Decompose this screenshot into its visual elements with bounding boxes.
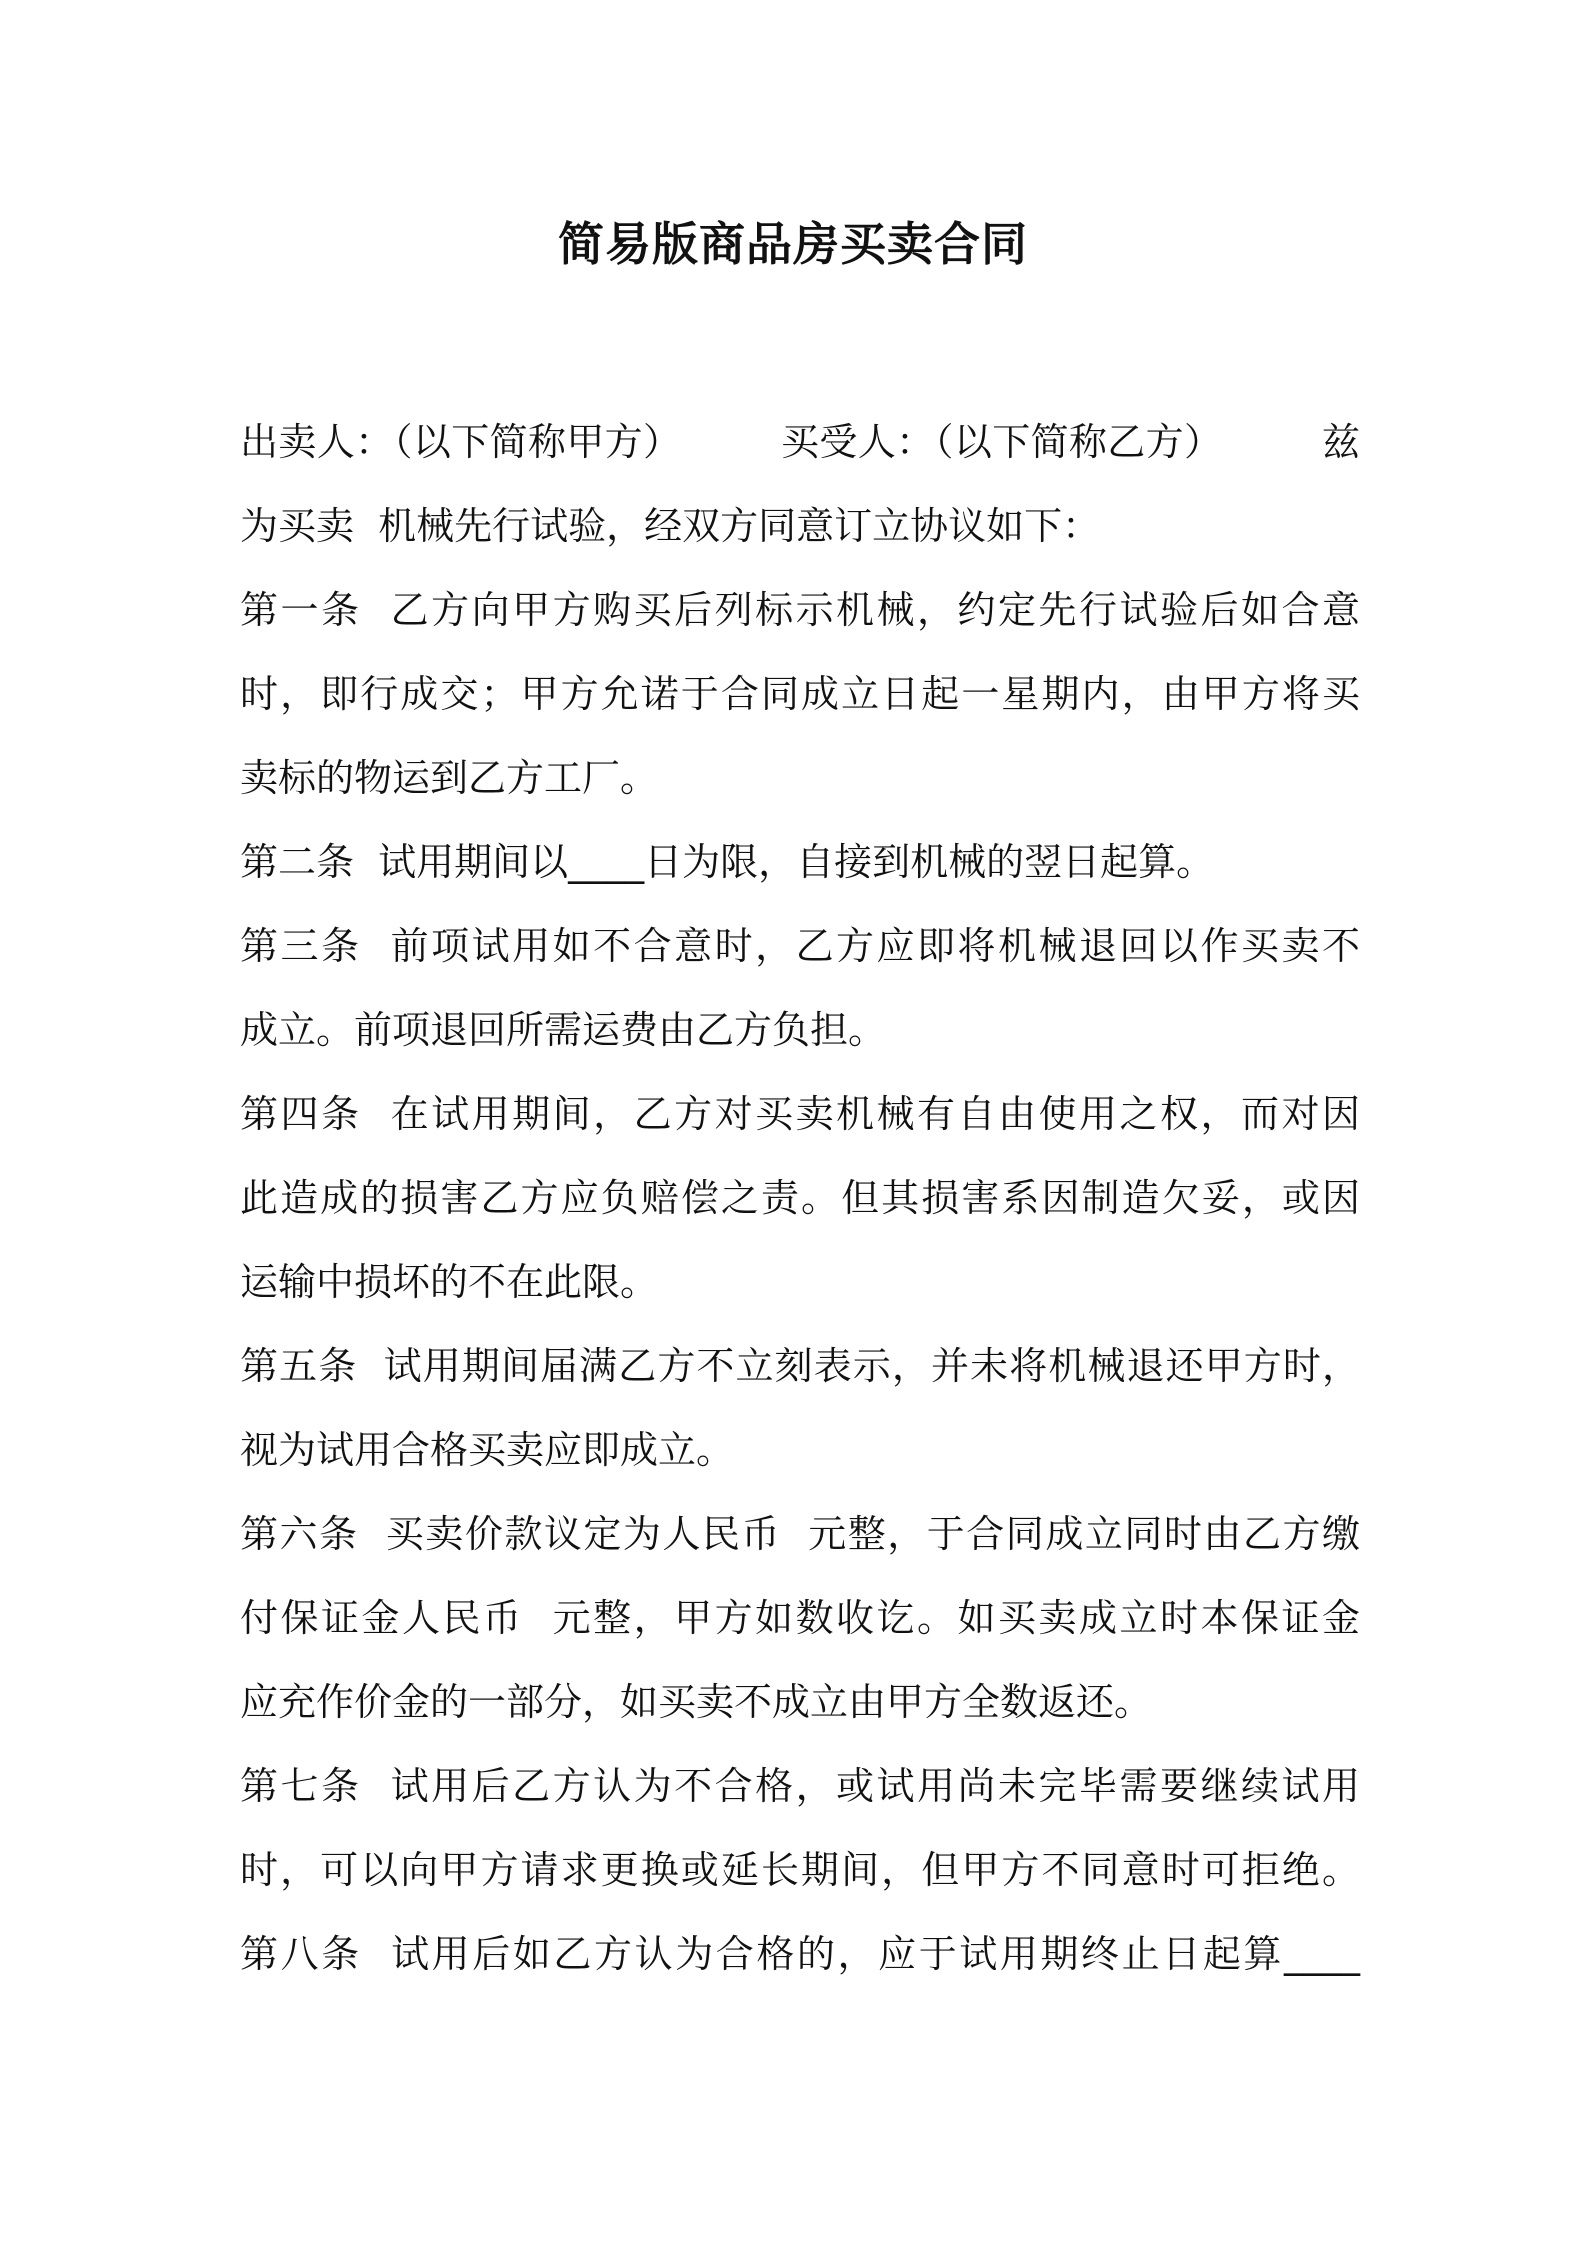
text-line: 第四条 在试用期间，乙方对买卖机械有自由使用之权，而对因 [240, 1092, 1360, 1136]
text-line: 第八条 试用后如乙方认为合格的，应于试用期终止日起算____ [240, 1932, 1360, 1976]
text-line: 出卖人：（以下简称甲方） 买受人：（以下简称乙方） 兹 [240, 420, 1360, 464]
text-line: 成立。前项退回所需运费由乙方负担。 [240, 1008, 887, 1052]
text-line: 第五条 试用期间届满乙方不立刻表示，并未将机械退还甲方时， [240, 1344, 1360, 1388]
text-line: 运输中损坏的不在此限。 [240, 1260, 659, 1304]
text-line: 第六条 买卖价款议定为人民币 元整，于合同成立同时由乙方缴 [240, 1512, 1360, 1556]
text-line: 第七条 试用后乙方认为不合格，或试用尚未完毕需要继续试用 [240, 1764, 1360, 1808]
text-line: 为买卖 机械先行试验，经双方同意订立协议如下： [240, 504, 1101, 548]
text-line: 第一条 乙方向甲方购买后列标示机械，约定先行试验后如合意 [240, 588, 1360, 632]
text-line: 付保证金人民币 元整，甲方如数收讫。如买卖成立时本保证金 [240, 1596, 1360, 1640]
text-line: 此造成的损害乙方应负赔偿之责。但其损害系因制造欠妥，或因 [240, 1176, 1360, 1220]
text-line: 第三条 前项试用如不合意时，乙方应即将机械退回以作买卖不 [240, 924, 1360, 968]
text-line: 第二条 试用期间以____日为限，自接到机械的翌日起算。 [240, 840, 1215, 884]
text-line: 时，即行成交；甲方允诺于合同成立日起一星期内，由甲方将买 [240, 672, 1360, 716]
contract-body [240, 400, 1360, 1996]
text-line: 视为试用合格买卖应即成立。 [240, 1428, 735, 1472]
text-line: 卖标的物运到乙方工厂。 [240, 756, 659, 800]
document-title: 简易版商品房买卖合同 [558, 217, 1028, 271]
text-line: 应充作价金的一部分，如买卖不成立由甲方全数返还。 [240, 1680, 1153, 1724]
text-line: 时，可以向甲方请求更换或延长期间，但甲方不同意时可拒绝。 [240, 1848, 1360, 1892]
